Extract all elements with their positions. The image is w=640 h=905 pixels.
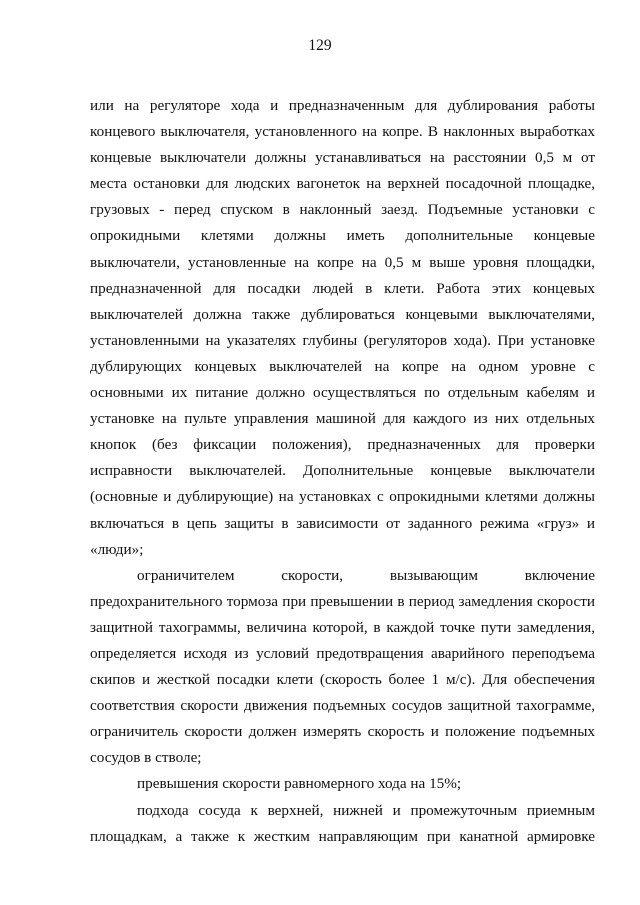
paragraph-vessel-approach: подхода сосуда к верхней, нижней и промежуточным приемным площадкам, а также к жестким направляющим при канатной армировке [90, 801, 595, 845]
body-text [90, 93, 595, 850]
paragraph-speed-limiter: ограничителем скорости, вызывающим включение предохранительного тормоза при превышении в период замедления скорости защитной тахограммы, величина которой, в каждой точке пути замедления, определяется исходя из условий предотвращения аварийного переподъема скипов и жесткой посадки клети (скорость более 1 м/с). Для обеспечения соответствия скорости движения подъемных сосудов защитной тахограмме, ограничитель скорости должен измерять скорость и положение подъемных сосудов в стволе; [90, 566, 595, 767]
paragraph-overspeed: превышения скорости равномерного хода на 15%; [137, 775, 462, 793]
page-number: 129 [308, 37, 332, 54]
paragraph-limit-switches: или на регуляторе хода и предназначенным для дублирования работы концевого выключателя, установленного на копре. В наклонных выработках концевые выключатели должны устанавливаться на расстоянии 0,5 м от места остановки для людских вагонеток на верхней посадочной площадке, грузовых - перед спуском в наклонный заезд. Подъемные установки с опрокидными клетями должны иметь дополнительные концевые выключатели, установленные на копре на 0,5 м выше уровня площадки, предназначенной для посадки людей в клети. Работа этих концевых выключателей должна также дублироваться концевыми выключателями, установленными на указателях глубины (регуляторов хода). При установке дублирующих концевых выключателей на копре на одном уровне с основными их питание должно осуществляться по отдельным кабелям и установке на пульте управления машиной для каждого из них отдельных кнопок (без фиксации положения), предназначенных для проверки исправности выключателей. Дополнительные концевые выключатели (основные и дублирующие) на установках с опрокидными клетями должны включаться в цепь защиты в зависимости от заданного режима «груз» и «люди»; [90, 97, 595, 558]
